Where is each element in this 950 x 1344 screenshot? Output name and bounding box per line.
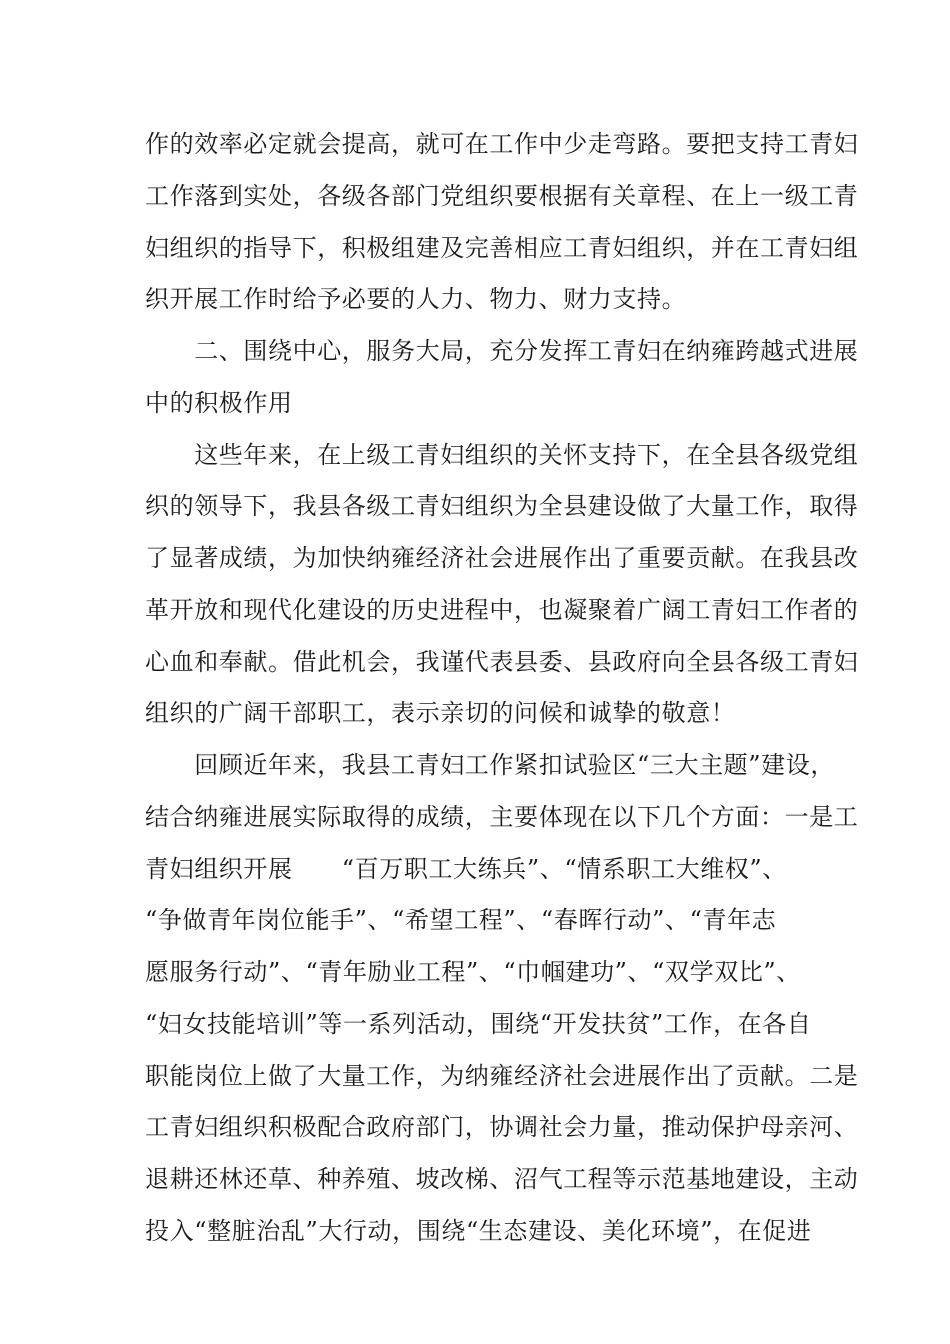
text-line: 回顾近年来，我县工青妇工作紧扣试验区“三大主题”建设， xyxy=(145,751,835,779)
text-line: 结合纳雍进展实际取得的成绩，主要体现在以下几个方面：一是工 xyxy=(145,803,859,831)
text-line: 了显著成绩，为加快纳雍经济社会进展作出了重要贡献。在我县改 xyxy=(145,544,859,572)
text-line: 这些年来，在上级工青妇组织的关怀支持下，在全县各级党组 xyxy=(145,441,859,469)
text-line: 退耕还林还草、种养殖、坡改梯、沼气工程等示范基地建设，主动 xyxy=(145,1165,859,1193)
text-line: 妇组织的指导下，积极组建及完善相应工青妇组织，并在工青妇组 xyxy=(145,234,859,262)
text-line: 工作落到实处，各级各部门党组织要根据有关章程、在上一级工青 xyxy=(145,182,859,210)
text-line: 工青妇组织积极配合政府部门，协调社会力量，推动保护母亲河、 xyxy=(145,1113,859,1141)
text-line: 作的效率必定就会提高，就可在工作中少走弯路。要把支持工青妇 xyxy=(145,130,859,158)
text-line: 织的领导下，我县各级工青妇组织为全县建设做了大量工作，取得 xyxy=(145,492,859,520)
section-heading-line: 中的积极作用 xyxy=(145,389,293,417)
text-line: 织开展工作时给予必要的人力、物力、财力支持。 xyxy=(145,285,687,313)
text-line: 组织的广阔干部职工，表示亲切的问候和诚挚的敬意！ xyxy=(145,699,736,727)
text-line: 心血和奉献。借此机会，我谨代表县委、县政府向全县各级工青妇 xyxy=(145,648,859,676)
text-line: 愿服务行动”、“青年励业工程”、“巾帼建功”、“双学双比”、 xyxy=(145,958,801,986)
text-line: “争做青年岗位能手”、“希望工程”、“春晖行动”、“青年志 xyxy=(145,906,777,934)
text-line: 革开放和现代化建设的历史进程中，也凝聚着广阔工青妇工作者的 xyxy=(145,596,859,624)
text-line: 青妇组织开展 “百万职工大练兵”、“情系职工大维权”、 xyxy=(145,855,787,883)
text-line: 投入“整脏治乱”大行动，围绕“生态建设、美化环境”，在促进 xyxy=(145,1217,812,1245)
section-heading-line: 二、围绕中心，服务大局，充分发挥工青妇在纳雍跨越式进展 xyxy=(145,337,859,365)
text-line: 职能岗位上做了大量工作，为纳雍经济社会进展作出了贡献。二是 xyxy=(145,1062,859,1090)
text-line: “妇女技能培训”等一系列活动，围绕“开发扶贫”工作，在各自 xyxy=(145,1010,812,1038)
